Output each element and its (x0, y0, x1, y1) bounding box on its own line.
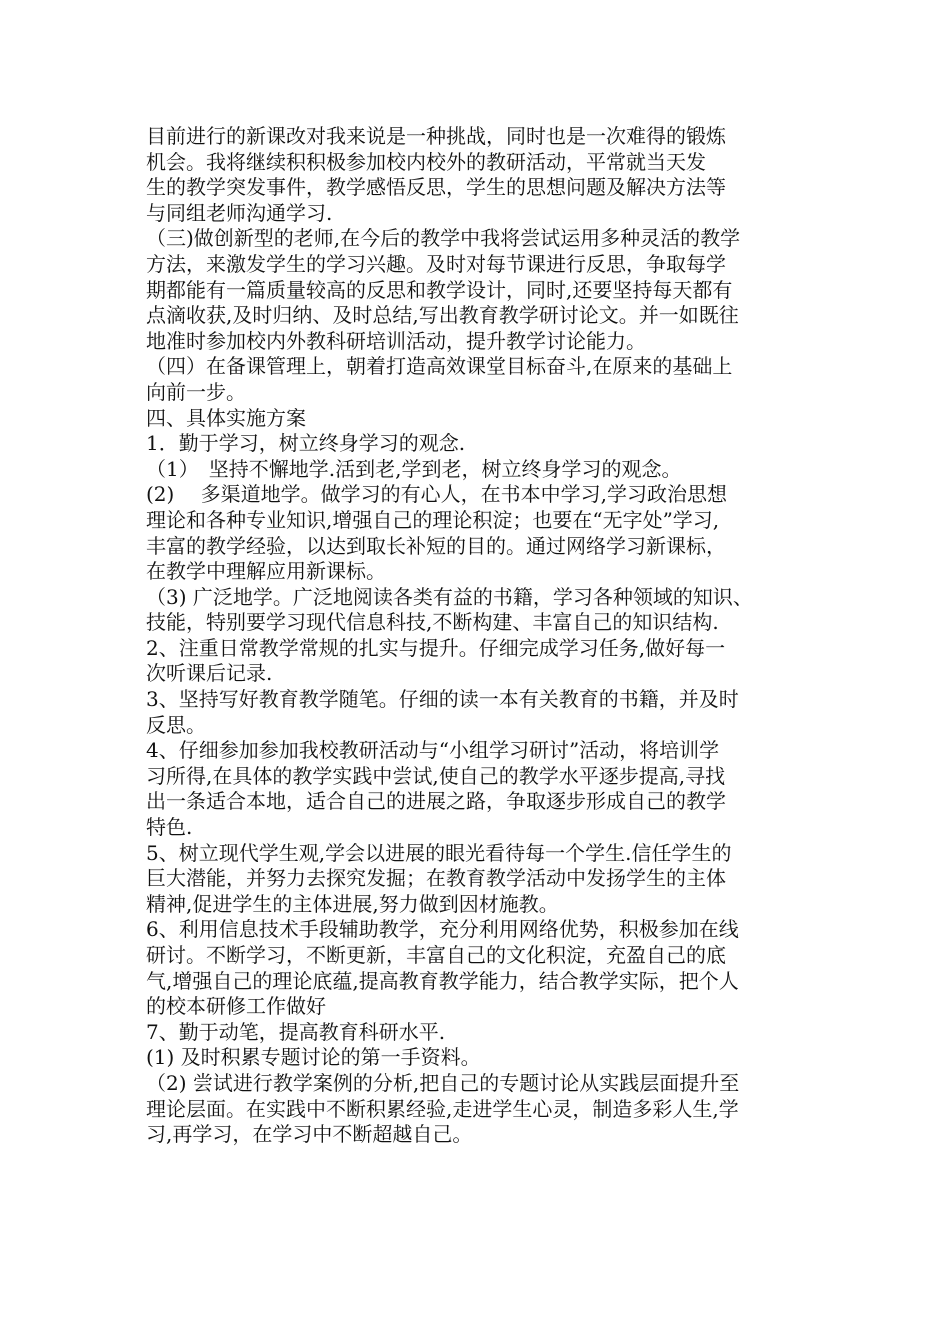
text-line: 1．勤于学习，树立终身学习的观念. (146, 431, 466, 456)
text-line: 次听课后记录. (146, 661, 273, 686)
text-line: 研讨。不断学习，不断更新，丰富自己的文化积淀，充盈自己的底 (146, 943, 726, 967)
text-line: 3、坚持写好教育教学随笔。仔细的读一本有关教育的书籍，并及时 (146, 687, 739, 712)
text-line: 4、仔细参加参加我校教研活动与“小组学习研讨”活动，将培训学 (146, 738, 720, 763)
document-body (146, 124, 826, 1148)
text-line: (1) 及时积累专题讨论的第一手资料。 (146, 1045, 481, 1070)
text-line: （3) 广泛地学。广泛地阅读各类有益的书籍，学习各种领域的知识、 (146, 584, 753, 609)
text-line: 期都能有一篇质量较高的反思和教学设计，同时,还要坚持每天都有 (146, 277, 733, 302)
text-line: 2、注重日常教学常规的扎实与提升。仔细完成学习任务,做好每一 (146, 635, 726, 660)
text-line: 点滴收获,及时归纳、及时总结,写出教育教学研讨论文。并一如既往 (146, 303, 739, 328)
text-line: 目前进行的新课改对我来说是一种挑战，同时也是一次难得的锻炼 (146, 124, 726, 148)
text-line: 技能，特别要学习现代信息科技,不断构建、丰富自己的知识结构. (146, 610, 719, 635)
text-line: 出一条适合本地，适合自己的进展之路，争取逐步形成自己的教学 (146, 789, 726, 814)
text-line: 四、具体实施方案 (146, 405, 306, 430)
text-line: （四）在备课管理上，朝着打造高效课堂目标奋斗,在原来的基础上 (146, 354, 733, 379)
text-line: （三)做创新型的老师,在今后的教学中我将尝试运用多种灵活的教学 (146, 226, 741, 251)
text-line: 精神,促进学生的主体进展,努力做到因材施教。 (146, 891, 559, 916)
text-line: 机会。我将继续积积极参加校内校外的教研活动，平常就当天发 (146, 149, 706, 174)
text-line: 地准时参加校内外教科研培训活动，提升教学讨论能力。 (146, 328, 646, 353)
text-line: 6、利用信息技术手段辅助教学，充分利用网络优势，积极参加在线 (146, 917, 739, 942)
text-line: 气,增强自己的理论底蕴,提高教育教学能力，结合教学实际，把个人 (146, 968, 739, 993)
text-line: 与同组老师沟通学习. (146, 200, 333, 225)
text-line: 理论层面。在实践中不断积累经验,走进学生心灵，制造多彩人生,学 (146, 1096, 739, 1121)
text-line: 丰富的教学经验，以达到取长补短的目的。通过网络学习新课标， (146, 533, 726, 558)
text-line: 习,再学习，在学习中不断超越自己。 (146, 1122, 473, 1147)
text-line: 特色. (146, 815, 193, 840)
text-line: 5、树立现代学生观,学会以进展的眼光看待每一个学生.信任学生的 (146, 840, 732, 865)
text-line: 在教学中理解应用新课标。 (146, 559, 386, 584)
text-line: 的校本研修工作做好 (146, 994, 326, 1019)
text-line: 方法，来激发学生的学习兴趣。及时对每节课进行反思，争取每学 (146, 251, 726, 276)
text-line: 反思。 (146, 712, 206, 737)
text-line: 生的教学突发事件，教学感悟反思，学生的思想问题及解决方法等 (146, 175, 726, 200)
text-line: (2) 多渠道地学。做学习的有心人，在书本中学习,学习政治思想 (146, 482, 728, 507)
text-line: 7、勤于动笔，提高教育科研水平. (146, 1019, 446, 1044)
text-line: 巨大潜能，并努力去探究发掘；在教育教学活动中发扬学生的主体 (146, 866, 726, 891)
text-line: 向前一步。 (146, 379, 246, 404)
text-line: （1） 坚持不懈地学.活到老,学到老，树立终身学习的观念。 (146, 456, 682, 481)
text-line: 理论和各种专业知识,增强自己的理论积淀；也要在“无字处”学习, (146, 507, 720, 532)
text-line: （2) 尝试进行教学案例的分析,把自己的专题讨论从实践层面提升至 (146, 1070, 740, 1095)
text-line: 习所得,在具体的教学实践中尝试,使自己的教学水平逐步提高,寻找 (146, 763, 726, 788)
